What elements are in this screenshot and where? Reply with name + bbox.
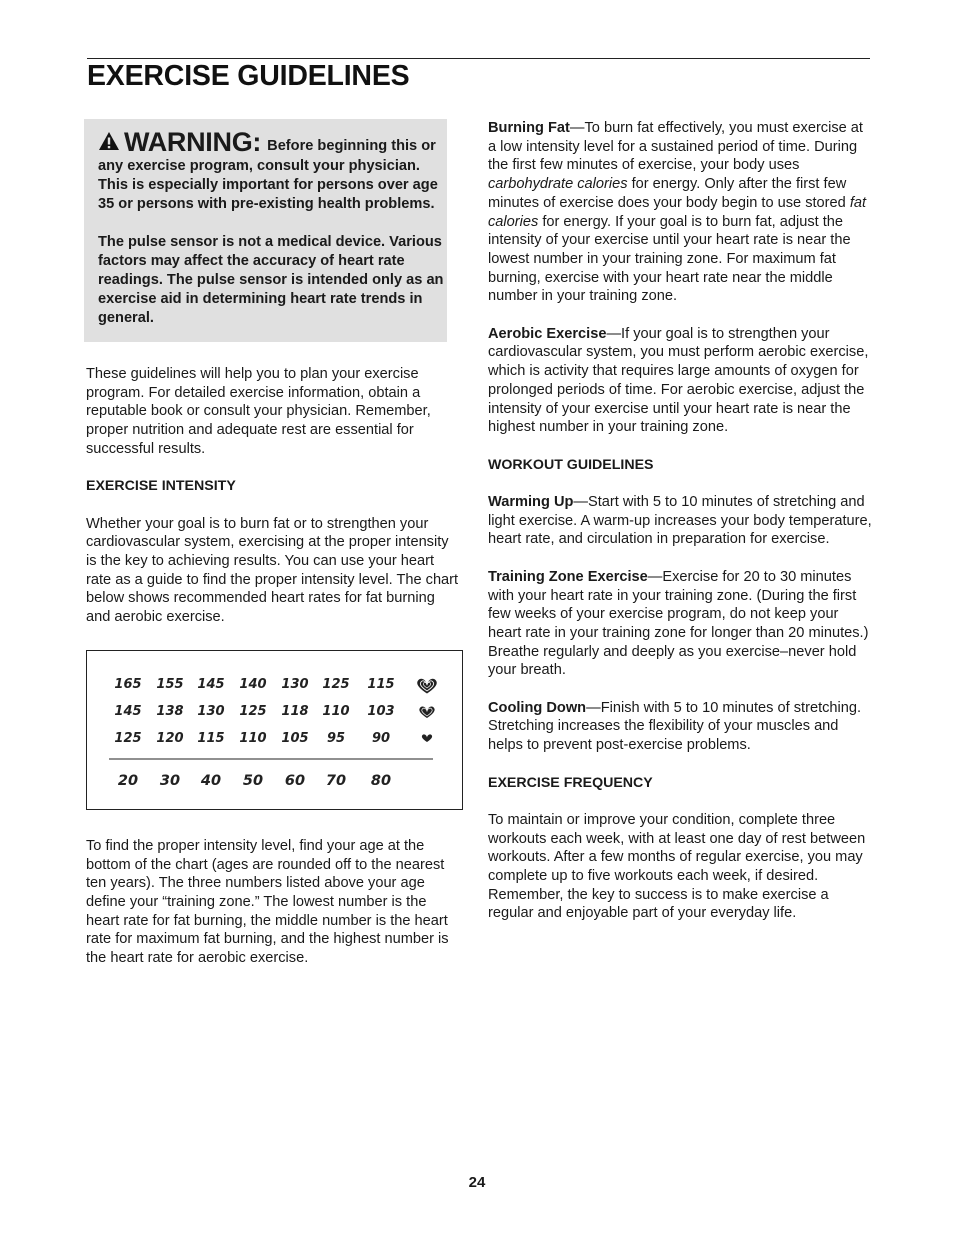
heart-rate-value: 125 — [239, 703, 267, 719]
training-zone-paragraph — [488, 568, 872, 680]
aerobic-exercise-paragraph — [488, 325, 872, 437]
age-label: 60 — [284, 772, 306, 789]
heart-rate-value: 155 — [156, 676, 184, 692]
chart-explainer-paragraph: To find the proper intensity level, find your age at the bottom of the chart (ages are rounded off to the nearest ten years). The three numbers listed above your age define your “training zone.” The lowest number is the heart rate for fat burning, the middle number is the heart rate for maximum fat burning, and the highest number is the heart rate for aerobic exercise. — [86, 837, 449, 967]
page-title: EXERCISE GUIDELINES — [87, 60, 410, 92]
heart-rate-value: 95 — [326, 730, 346, 746]
heart-rate-value: 130 — [281, 676, 309, 692]
heart-medium-icon — [419, 706, 434, 718]
exercise-frequency-paragraph: To maintain or improve your condition, complete three workouts each week, with at least one day of rest between workouts. After a few months of regular exercise, you may complete up to five workouts each week, if desired. Remember, the key to success is to make exercise a regular and enjoyable part of your everyday life. — [488, 811, 866, 922]
heart-large-icon — [417, 679, 437, 694]
heart-rate-value: 118 — [281, 703, 309, 719]
heart-rate-value: 103 — [367, 703, 395, 719]
heart-rate-value: 145 — [114, 703, 142, 719]
heart-rate-value: 140 — [239, 676, 267, 692]
burning-fat-paragraph — [488, 119, 872, 306]
warning-box — [84, 119, 447, 342]
left-column — [86, 119, 459, 986]
heart-rate-value: 120 — [156, 730, 184, 746]
heart-rate-value: 90 — [371, 730, 391, 746]
burning-fat-text-3: for energy. If your goal is to burn fat, adjust the intensity of your exercise until your heart rate is near the lowest number in your training zone. For maximum fat burning, exercise with your heart rate near the middle number in your training zone. — [488, 213, 851, 305]
heart-rate-value: 138 — [156, 703, 184, 719]
warning-lead-paragraph — [98, 127, 447, 214]
warming-up-term: Warming Up — [488, 494, 574, 511]
fat-calories-term: fat calories — [488, 194, 867, 230]
heart-rate-value: 130 — [197, 703, 225, 719]
heart-rate-value: 105 — [281, 730, 309, 746]
heart-rate-value: 110 — [239, 730, 267, 746]
training-zone-text: —Exercise for 20 to 30 minutes with your heart rate in your training zone. (During the first few weeks of your exercise program, do not keep your heart rate in your training zone for longer than 20 minutes.) Breathe regularly and deeply as you exercise–never hold your breath. — [488, 568, 869, 679]
age-label: 70 — [325, 772, 347, 789]
heart-rate-chart-svg — [87, 651, 462, 809]
exercise-frequency-heading: EXERCISE FREQUENCY — [488, 774, 653, 791]
age-label: 30 — [159, 772, 181, 789]
age-label: 40 — [200, 772, 222, 789]
burning-fat-text-2: for energy. Only after the first few minutes of exercise does your body begin to use stored — [488, 176, 850, 211]
top-rule — [87, 58, 870, 59]
aerobic-exercise-term: Aerobic Exercise — [488, 325, 607, 342]
age-label: 50 — [242, 772, 264, 789]
age-label: 80 — [370, 772, 392, 789]
workout-guidelines-heading: WORKOUT GUIDELINES — [488, 456, 654, 473]
heart-rate-chart — [86, 650, 463, 810]
warming-up-text: —Start with 5 to 10 minutes of stretching and light exercise. A warm-up increases your body temperature, heart rate, and circulation in preparation for exercise. — [488, 494, 872, 548]
cooling-down-term: Cooling Down — [488, 699, 587, 716]
warming-up-paragraph — [488, 493, 872, 549]
cooling-down-paragraph — [488, 699, 872, 755]
heart-rate-value: 115 — [197, 730, 225, 746]
exercise-intensity-paragraph: Whether your goal is to burn fat or to strengthen your cardiovascular system, exercising at the proper intensity is the key to achieving results. You can use your heart rate as a guide to find the proper intensity level. The chart below shows recommended heart rates for fat burning and aerobic exercise. — [86, 515, 459, 626]
heart-rate-value: 125 — [322, 676, 350, 692]
heart-rate-value: 115 — [367, 676, 395, 692]
age-label: 20 — [117, 772, 139, 789]
heart-rate-value: 165 — [114, 676, 142, 692]
warning-lead-text: Before beginning this or any exercise program, consult your physician. This is especially important for persons over age 35 or persons with pre-existing health problems. — [98, 138, 438, 212]
burning-fat-text-1: —To burn fat effectively, you must exercise at a low intensity level for a sustained period of time. During the first few minutes of exercise, your body uses — [488, 120, 863, 174]
heart-small-icon — [422, 734, 432, 742]
exercise-intensity-heading: EXERCISE INTENSITY — [86, 478, 236, 495]
heart-rate-value: 125 — [114, 730, 142, 746]
intro-paragraph: These guidelines will help you to plan your exercise program. For detailed exercise information, obtain a reputable book or consult your physician. Remember, proper nutrition and adequate rest are essential for successful results. — [86, 366, 431, 457]
burning-fat-term: Burning Fat — [488, 120, 570, 136]
heart-rate-value: 110 — [322, 703, 350, 719]
warning-triangle-icon — [98, 131, 120, 157]
right-column — [488, 119, 872, 942]
warning-label: WARNING: — [124, 127, 262, 157]
carbohydrate-calories-term: carbohydrate calories — [488, 176, 628, 193]
pulse-sensor-note: The pulse sensor is not a medical device. Various factors may affect the accuracy of heart rate readings. The pulse sensor is intended only as an exercise aid in determining heart rate trends in general. — [98, 234, 444, 326]
cooling-down-text: —Finish with 5 to 10 minutes of stretching. Stretching increases the flexibility of your muscles and helps to prevent post-exercise problems. — [488, 699, 862, 754]
page-number: 24 — [468, 1174, 486, 1191]
heart-rate-value: 145 — [197, 676, 225, 692]
training-zone-term: Training Zone Exercise — [488, 568, 648, 585]
aerobic-exercise-text: —If your goal is to strengthen your cardiovascular system, you must perform aerobic exercise, which is activity that requires large amounts of oxygen for prolonged periods of time. For aerobic exercise, adjust the intensity of your exercise until your heart rate is near the highest number in your training zone. — [488, 325, 869, 436]
